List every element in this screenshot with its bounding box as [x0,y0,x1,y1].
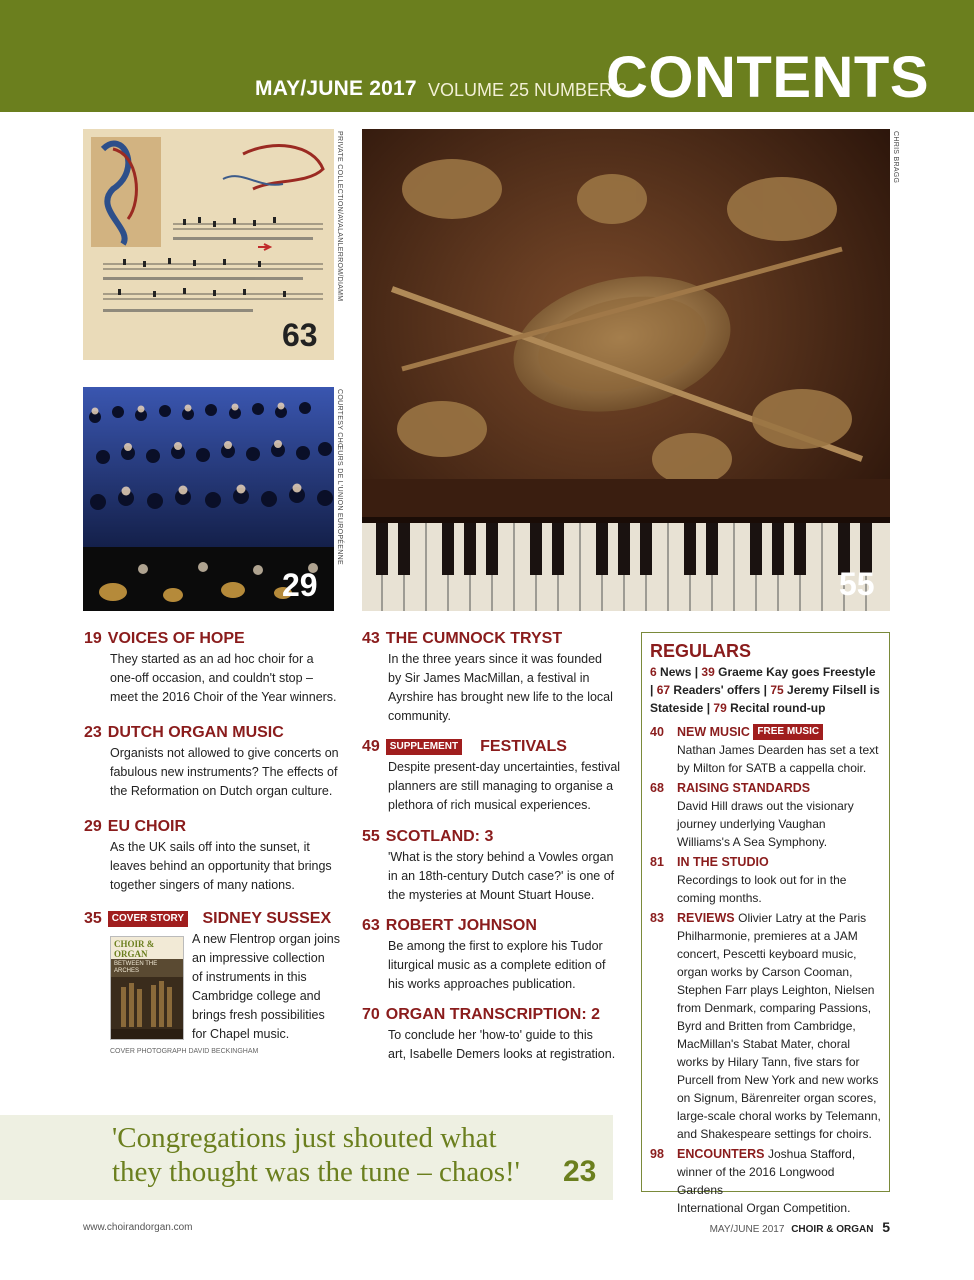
regular-page-number: 39 [701,665,715,679]
regular-page-number: 67 [656,683,671,697]
cover-story-tag: COVER STORY [108,911,188,927]
entry-page-number: 19 [84,630,102,647]
regular-description [677,741,881,777]
regular-item-98[interactable] [650,1145,881,1217]
manuscript-image [83,129,334,360]
entry-page-number: 35 [84,910,102,927]
entry-page-number: 55 [362,828,380,845]
cover-photo-credit: COVER PHOTOGRAPH DAVID BECKINGHAM [110,1048,259,1055]
regular-item-81[interactable] [650,853,881,907]
regular-label[interactable]: Readers' offers [673,683,761,697]
quote-line: 'Congregations just shouted what [112,1122,497,1154]
entry-description [388,758,622,815]
desc-line: journey underlying Vaughan [677,817,826,831]
desc-line: As the UK sails off into the sunset, it [110,840,310,854]
regular-label[interactable]: News [660,665,692,679]
desc-line: an impressive collection [192,951,325,965]
regular-label[interactable]: Jeremy Filsell is Stateside [650,683,880,715]
entry-title: DUTCH ORGAN MUSIC [107,724,284,741]
entry-title: VOICES OF HOPE [107,630,245,647]
cover-organ-illustration [111,977,183,1040]
regular-page-number: 98 [650,1147,664,1161]
desc-line: by Milton for SATB a cappella choir. [677,761,867,775]
footer-url[interactable]: www.choirandorgan.com [83,1222,193,1233]
entry-page-number: 23 [84,724,102,741]
regular-page-number: 75 [770,683,784,697]
regular-title: RAISING STANDARDS [677,781,811,795]
desc-line: A new Flentrop organ joins [192,932,341,946]
regular-label[interactable]: Recital round-up [730,701,826,715]
desc-line: community. [388,709,451,723]
entry-page-number: 70 [362,1006,380,1023]
desc-line: Williams's A Sea Symphony. [677,835,828,849]
regular-item-40[interactable] [650,723,881,777]
regulars-intro: 6 News | 39 Graeme Kay goes Freestyle | 67 Readers' offers | 75 Jeremy Filsell is Stateside | 79 Recital round-up [650,665,880,715]
footer-page-number: 5 [882,1219,890,1235]
desc-line: brings fresh possibilities [192,1008,325,1022]
regular-description [677,927,881,1143]
regular-page-number: 81 [650,855,664,869]
entry-title: ORGAN TRANSCRIPTION: 2 [385,1006,601,1023]
entry-title: SIDNEY SUSSEX [202,910,332,927]
desc-line: Be among the first to explore his Tudor [388,939,603,953]
regular-title: ENCOUNTERS [677,1147,765,1161]
cover-thumbnail[interactable] [110,936,184,1040]
manuscript-credit: PRIVATE COLLECTION/AVALANLERROM/DIAMM [336,131,343,302]
desc-line: fabulous new instruments? The effects of [110,765,338,779]
manuscript-page-number: 63 [282,317,318,353]
desc-line: Organists not allowed to give concerts on [110,746,339,760]
desc-line: Recordings to look out for in the [677,873,847,887]
feature-entry-55[interactable] [362,826,622,905]
regular-label[interactable]: Graeme Kay goes Freestyle [718,665,876,679]
desc-line: leaves behind an opportunity that brings [110,859,332,873]
regular-lead: Joshua Stafford, [768,1147,856,1161]
desc-line: MacMillan's Stabat Mater, choral [677,1037,851,1051]
desc-line: coming months. [677,891,762,905]
feature-entry-43[interactable] [362,628,622,726]
regulars-box [641,632,890,1215]
desc-line: planners are still managing to organise a [388,779,614,793]
supplement-tag: SUPPLEMENT [386,739,462,755]
regular-description [677,871,881,907]
regular-title: IN THE STUDIO [677,855,769,869]
desc-line: on Signum, Bärenreiter organ scores, [677,1091,877,1105]
entry-page-number: 63 [362,917,380,934]
desc-line: art, Isabelle Demers looks at registration. [388,1047,616,1061]
desc-line: in an 18th-century Dutch case?' is one of [388,869,615,883]
entry-description [110,838,344,895]
choir-page-number: 29 [282,567,318,603]
regular-item-83[interactable] [650,909,881,1143]
footer-magazine: CHOIR & ORGAN [791,1224,874,1235]
regular-page-number: 79 [713,701,727,715]
desc-line: large-scale choral works by Telemann, [677,1109,881,1123]
desc-line: Stephen Farr plays Leighton, Nielsen [677,983,875,997]
desc-line: In the three years since it was founded [388,652,603,666]
header-bar [0,0,974,112]
desc-line: from Denmark, comparing Passions, [677,1001,872,1015]
desc-line: Purcell from New York and new works [677,1073,879,1087]
harpsichord-image [362,129,890,611]
harpsichord-carving-illustration [362,129,890,611]
footer-issue-date: MAY/JUNE 2017 [709,1224,785,1235]
desc-line: concert, Pescetti keyboard music, [677,947,857,961]
regular-item-68[interactable] [650,779,881,851]
footer-issue [710,1219,890,1235]
desc-line: 'What is the story behind a Vowles organ [388,850,614,864]
desc-line: of instruments in this [192,970,307,984]
desc-line: winner of the 2016 Longwood Gardens [677,1165,835,1197]
entry-description [110,744,344,801]
feature-entry-70[interactable] [362,1004,622,1064]
regular-lead: Olivier Latry at the Paris [738,911,867,925]
entry-title: FESTIVALS [480,738,567,755]
free-music-tag: FREE MUSIC [753,724,823,740]
regular-title: REVIEWS [677,911,735,925]
cover-masthead: CHOIR & ORGAN [111,937,183,959]
entry-description [388,848,622,905]
desc-line: liturgical music as a complete edition of [388,958,606,972]
entry-title: THE CUMNOCK TRYST [385,630,563,647]
desc-line: plethora of rich musical experiences. [388,798,591,812]
entry-title: EU CHOIR [107,818,187,835]
entry-title: ROBERT JOHNSON [385,917,537,934]
desc-line: organ works by Carson Cooman, [677,965,853,979]
regular-page-number: 6 [650,665,657,679]
desc-line: his works approaches publication. [388,977,576,991]
regular-page-number: 68 [650,781,664,795]
choir-image [83,387,334,611]
regular-description [677,797,881,851]
entry-page-number: 29 [84,818,102,835]
desc-line: meet the 2016 Choir of the Year winners. [110,690,337,704]
desc-line: Byrd and Britten from Cambridge, [677,1019,856,1033]
entry-description [110,650,344,707]
desc-line: for Chapel music. [192,1027,290,1041]
feature-entry-19[interactable] [84,628,344,707]
desc-line: together singers of many nations. [110,878,295,892]
regular-page-number: 83 [650,911,664,925]
desc-line: one-off occasion, and couldn't stop – [110,671,313,685]
desc-line: International Organ Competition. [677,1201,851,1215]
desc-line: the Reformation on Dutch organ culture. [110,784,333,798]
regular-page-number: 40 [650,725,664,739]
desc-line: To conclude her 'how-to' guide to this [388,1028,593,1042]
entry-page-number: 43 [362,630,380,647]
pull-quote-text [112,1121,520,1189]
entry-description [388,650,622,726]
regulars-title: REGULARS [650,641,752,661]
feature-entry-49[interactable] [362,736,622,815]
desc-line: works by Hilary Tann, five stars for [677,1055,860,1069]
feature-entry-63[interactable] [362,915,622,994]
desc-line: the mysteries at Mount Stuart House. [388,888,595,902]
regular-title: NEW MUSIC [677,725,750,739]
entry-description [192,930,344,1044]
entry-description [388,1026,622,1064]
page-title: CONTENTS [606,45,929,110]
quote-line: they thought was the tune – chaos!' [112,1156,520,1188]
desc-line: Philharmonie, premieres at a JAM [677,929,858,943]
harpsichord-page-number: 55 [839,566,875,602]
feature-entry-23[interactable] [84,722,344,801]
desc-line: Nathan James Dearden has set a text [677,743,879,757]
desc-line: Despite present-day uncertainties, festival [388,760,621,774]
cover-headline: BETWEEN THE ARCHES [114,961,158,974]
desc-line: and Shakespeare settings for choirs. [677,1127,872,1141]
volume-number: VOLUME 25 NUMBER 3 [428,80,628,100]
entry-description [388,937,622,994]
entry-title: SCOTLAND: 3 [385,828,494,845]
pull-quote-page: 23 [563,1155,597,1188]
desc-line: David Hill draws out the visionary [677,799,854,813]
choir-credit: COURTESY CHŒURS DE L'UNION EUROPÉENNE [336,389,343,565]
issue-date: MAY/JUNE 2017 [255,77,417,100]
desc-line: by Sir James MacMillan, a festival in [388,671,590,685]
regular-description [677,1163,881,1217]
desc-line: Cambridge college and [192,989,321,1003]
feature-entry-29[interactable] [84,816,344,895]
pull-quote [0,1115,613,1200]
entry-page-number: 49 [362,738,380,755]
desc-line: They started as an ad hoc choir for a [110,652,314,666]
harpsichord-credit: CHRIS BRAGG [892,131,899,184]
desc-line: Ayrshire has brought new life to the local [388,690,613,704]
